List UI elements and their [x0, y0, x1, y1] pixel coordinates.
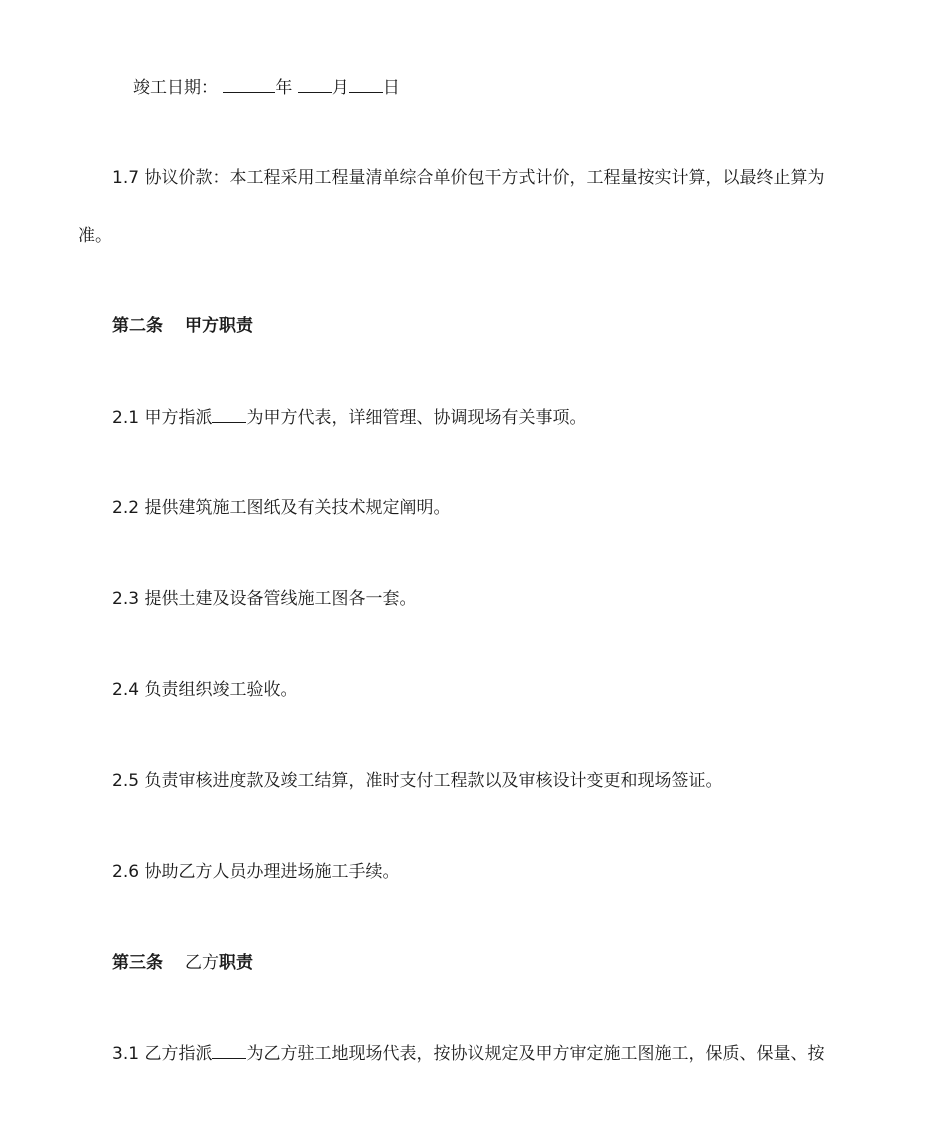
clause-2-1-after: 为甲方代表，详细管理、协调现场有关事项。: [246, 408, 587, 428]
clause-1-7-line-2: 准。: [78, 226, 112, 246]
month-label: 月: [331, 78, 349, 98]
year-label: 年: [275, 78, 293, 98]
article-2-title: 甲方职责: [185, 316, 253, 336]
year-blank: [223, 76, 275, 93]
article-3-title-bold: 职责: [219, 953, 253, 973]
clause-3-1-before: 3.1 乙方指派: [112, 1044, 213, 1064]
clause-2-2: 2.2 提供建筑施工图纸及有关技术规定阐明。: [112, 498, 451, 518]
article-2-heading: [0, 315, 950, 337]
day-label: 日: [382, 78, 400, 98]
clause-2-6: 2.6 协助乙方人员办理进场施工手续。: [112, 862, 400, 882]
clause-2-1-blank: [212, 406, 246, 423]
clause-2-4: 2.4 负责组织竣工验收。: [112, 680, 298, 700]
day-blank: [349, 76, 383, 93]
clause-2-1-before: 2.1 甲方指派: [112, 408, 213, 428]
clause-2-1: [0, 406, 950, 429]
article-2-number: 第二条: [112, 316, 163, 336]
clause-2-5: 2.5 负责审核进度款及竣工结算，准时支付工程款以及审核设计变更和现场签证。: [112, 771, 723, 791]
month-blank: [298, 76, 332, 93]
article-3-number: 第三条: [112, 953, 163, 973]
clause-3-1-blank: [212, 1042, 246, 1059]
clause-2-3: 2.3 提供土建及设备管线施工图各一套。: [112, 589, 417, 609]
clause-1-7-line-1: 1.7 协议价款：本工程采用工程量清单综合单价包干方式计价，工程量按实计算，以最终止算为: [112, 168, 825, 188]
article-3-title-plain: 乙方: [185, 953, 219, 973]
completion-date-label: 竣工日期：: [133, 78, 218, 98]
completion-date-line: [0, 76, 950, 99]
article-3-heading: [0, 952, 950, 974]
clause-3-1-after: 为乙方驻工地现场代表，按协议规定及甲方审定施工图施工，保质、保量、按: [246, 1044, 825, 1064]
clause-3-1: [0, 1042, 950, 1065]
